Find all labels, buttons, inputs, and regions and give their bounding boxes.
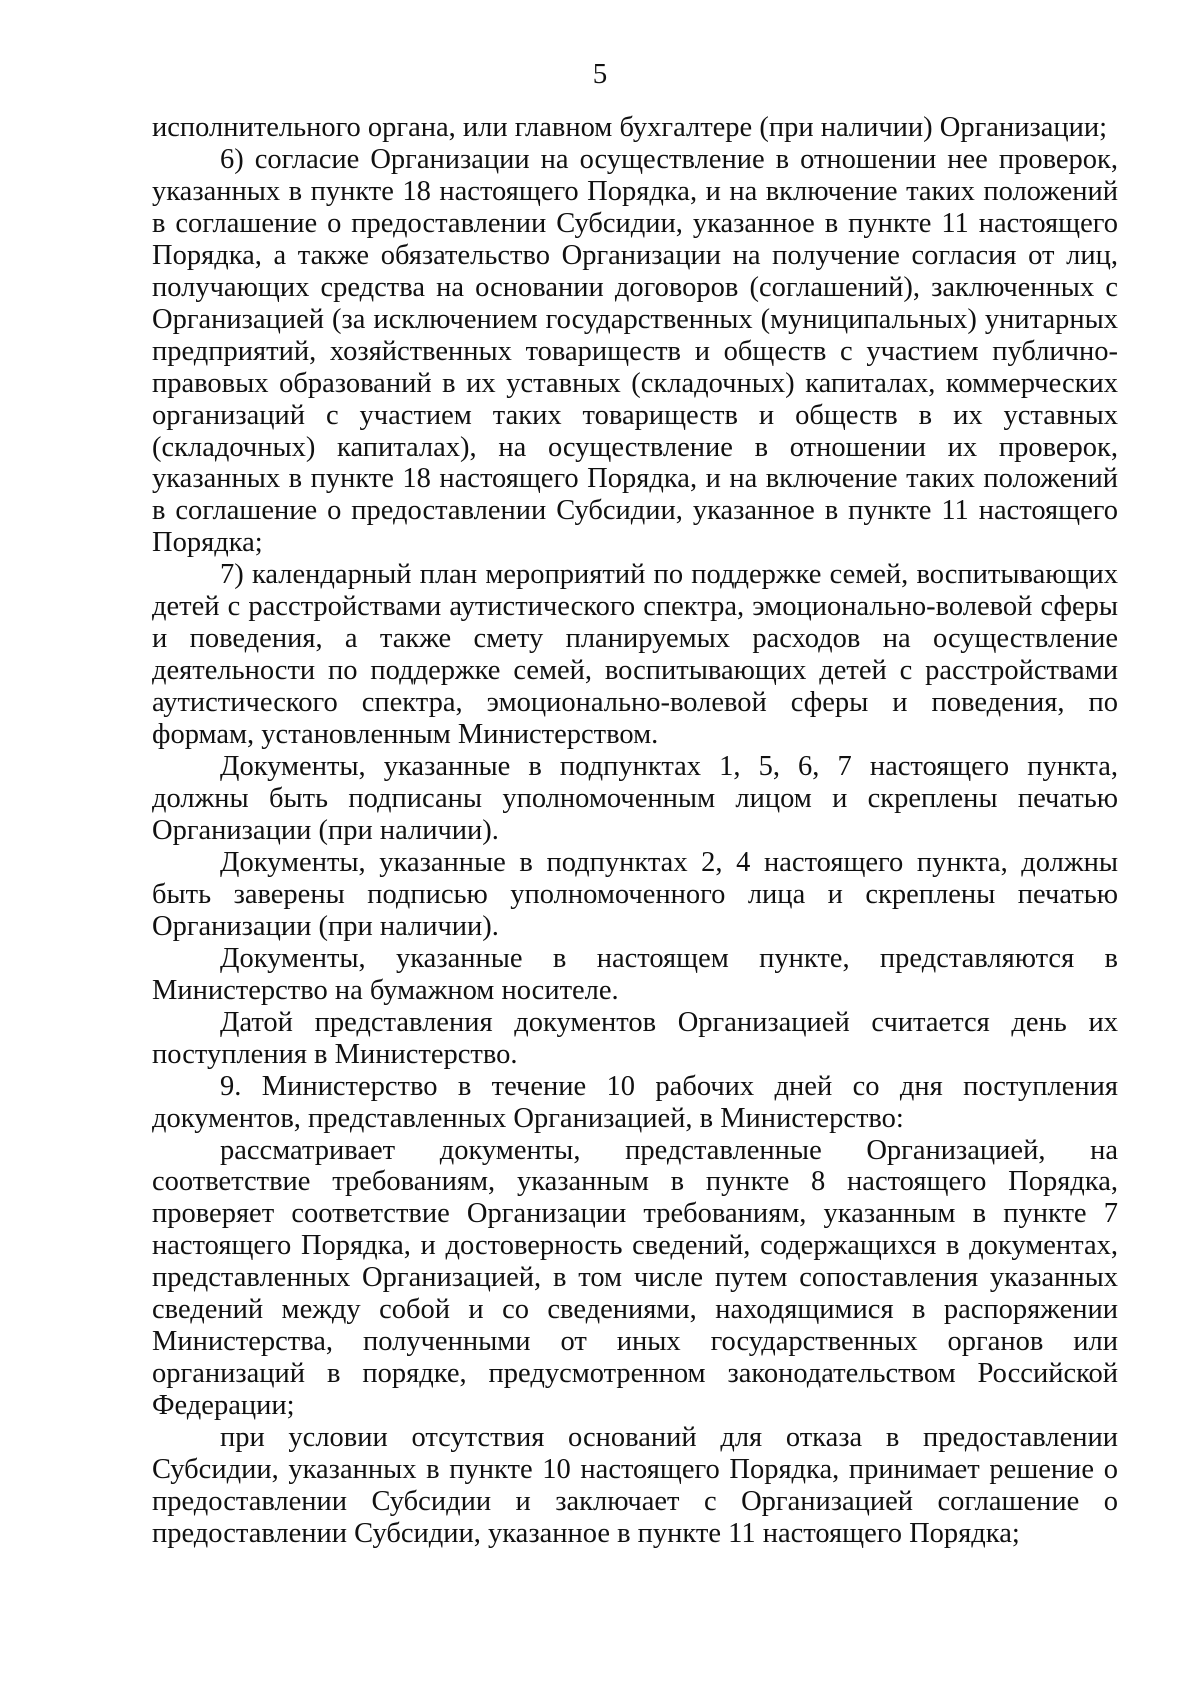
paragraph-certified-documents: Документы, указанные в подпунктах 2, 4 настоящего пункта, должны быть заверены подписью уполномоченного лица и скреплены печатью Организации (при наличии). [152, 846, 1118, 942]
paragraph-continuation: исполнительного органа, или главном бухгалтере (при наличии) Организации; [152, 112, 1108, 143]
paragraph-clause-9: 9. Министерство в течение 10 рабочих дней со дня поступления документов, представленных Организацией, в Министерство: [152, 1070, 1118, 1134]
paragraph-item-7: 7) календарный план мероприятий по поддержке семей, воспитывающих детей с расстройствами аутистического спектра, эмоционально-волевой сферы и поведения, а также смету планируемых расходов на осуществление деятельности по поддержке семей, воспитывающих детей с расстройствами аутистического спектра, эмоционально-волевой сферы и поведения, по формам, установленным Министерством. [152, 559, 1118, 751]
document-body [152, 112, 1118, 1550]
page-number: 5 [592, 58, 608, 90]
paragraph-paper-submission: Документы, указанные в настоящем пункте, представляются в Министерство на бумажном носителе. [152, 942, 1118, 1006]
paragraph-submission-date: Датой представления документов Организацией считается день их поступления в Министерство. [152, 1006, 1118, 1070]
paragraph-item-6: 6) согласие Организации на осуществление в отношении нее проверок, указанных в пункте 18 настоящего Порядка, и на включение таких положений в соглашение о предоставлении Субсидии, указанное в пункте 11 настоящего Порядка, а также обязательство Организации на получение согласия от лиц, получающих средства на основании договоров (соглашений), заключенных с Организацией (за исключением государственных (муниципальных) унитарных предприятий, хозяйственных товариществ и обществ с участием публично-правовых образований в их уставных (складочных) капиталах, коммерческих организаций с участием таких товариществ и обществ в их уставных (складочных) капиталах), на осуществление в отношении их проверок, указанных в пункте 18 настоящего Порядка, и на включение таких положений в соглашение о предоставлении Субсидии, указанное в пункте 11 настоящего Порядка; [152, 143, 1118, 559]
paragraph-signed-documents: Документы, указанные в подпунктах 1, 5, 6, 7 настоящего пункта, должны быть подписаны уполномоченным лицом и скреплены печатью Организации (при наличии). [152, 751, 1118, 846]
paragraph-review-documents: рассматривает документы, представленные Организацией, на соответствие требованиям, указанным в пункте 8 настоящего Порядка, проверяет соответствие Организации требованиям, указанным в пункте 7 настоящего Порядка, и достоверность сведений, содержащихся в документах, представленных Организацией, в том числе путем сопоставления указанных сведений между собой и со сведениями, находящимися в распоряжении Министерства, полученными от иных государственных органов или организаций в порядке, предусмотренном законодательством Российской Федерации; [152, 1134, 1118, 1422]
paragraph-grant-decision: при условии отсутствия оснований для отказа в предоставлении Субсидии, указанных в пункте 10 настоящего Порядка, принимает решение о предоставлении Субсидии и заключает с Организацией соглашение о предоставлении Субсидии, указанное в пункте 11 настоящего Порядка; [152, 1422, 1118, 1549]
